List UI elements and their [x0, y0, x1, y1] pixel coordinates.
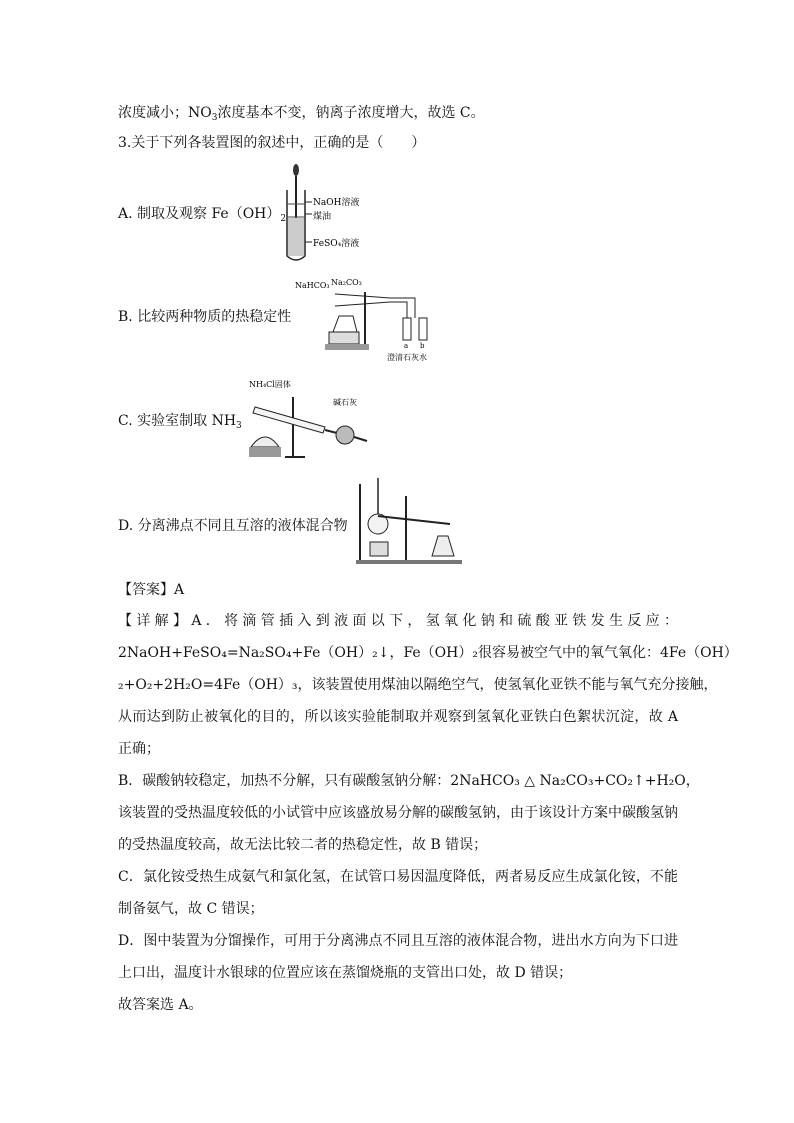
detail-line: 【详解】A．将滴管插入到液面以下，氢氧化钠和硫酸亚铁发生反应：	[118, 613, 678, 629]
detail-line: 从而达到防止被氧化的目的，所以该实验能制取并观察到氢氧化亚铁白色絮状沉淀，故 A	[118, 709, 678, 725]
detail-line: 上口出，温度计水银球的位置应该在蒸馏烧瓶的支管出口处，故 D 错误；	[118, 965, 573, 981]
question-stem: 3.关于下列各装置图的叙述中，正确的是（ ）	[118, 135, 426, 151]
detail-line: D．图中装置为分馏操作，可用于分离沸点不同且互溶的液体混合物，进出水方向为下口进	[118, 933, 678, 949]
label-nahco3: NaHCO₃	[295, 281, 330, 290]
detail-line: 正确；	[118, 741, 160, 757]
label-kerosene: 煤油	[313, 212, 332, 222]
option-b: B. 比较两种物质的热稳定性	[118, 309, 292, 325]
option-c: C. 实验室制取 $NH_3$	[118, 413, 242, 431]
figure-b-heat-stability	[295, 272, 445, 364]
label-soda-lime: 碱石灰	[333, 398, 357, 407]
label-na2co3: Na₂CO₃	[331, 278, 362, 287]
detail-line: 该装置的受热温度较低的小试管中应该盛放易分解的碳酸氢钠，由于该设计方案中碳酸氢钠	[118, 805, 678, 821]
label-naoh: NaOH溶液	[313, 198, 360, 208]
detail-line: B．碳酸钠较稳定，加热不分解，只有碳酸氢钠分解：2NaHCO₃ △ Na₂CO₃+CO₂↑+H₂O，	[118, 773, 700, 789]
detail-line: 制备氨气，故 C 错误；	[118, 901, 264, 917]
answer-line: 【答案】A	[118, 582, 185, 598]
intro-line: 浓度减小；$NO_3$浓度基本不变，钠离子浓度增大，故选 C。	[118, 105, 485, 123]
detail-line: 2NaOH+FeSO₄=Na₂SO₄+Fe（OH）₂↓，Fe（OH）₂很容易被空气中的氧气氧化：4Fe（OH）	[118, 645, 738, 661]
label-b: b	[420, 342, 425, 350]
label-limewater: 澄清石灰水	[387, 353, 427, 362]
detail-line: ₂+O₂+2H₂O=4Fe（OH）₃，该装置使用煤油以隔绝空气，使氢氧化亚铁不能与氧气充分接触，	[118, 677, 718, 693]
figure-a-test-tube	[280, 162, 400, 264]
label-nh4cl: NH₄Cl固体	[249, 380, 291, 389]
option-a: A. 制取及观察 $Fe(OH)_2$	[118, 206, 287, 224]
label-feso4: FeSO₄溶液	[313, 239, 360, 249]
figure-c-nh3-setup	[245, 377, 385, 461]
figure-d-distillation	[350, 476, 468, 566]
label-a: a	[404, 342, 409, 350]
option-d: D. 分离沸点不同且互溶的液体混合物	[118, 518, 348, 534]
detail-line: C．氯化铵受热生成氨气和氯化氢，在试管口易因温度降低，两者易反应生成氯化铵，不能	[118, 869, 678, 885]
detail-line: 故答案选 A。	[118, 997, 203, 1013]
detail-line: 的受热温度较高，故无法比较二者的热稳定性，故 B 错误；	[118, 837, 488, 853]
